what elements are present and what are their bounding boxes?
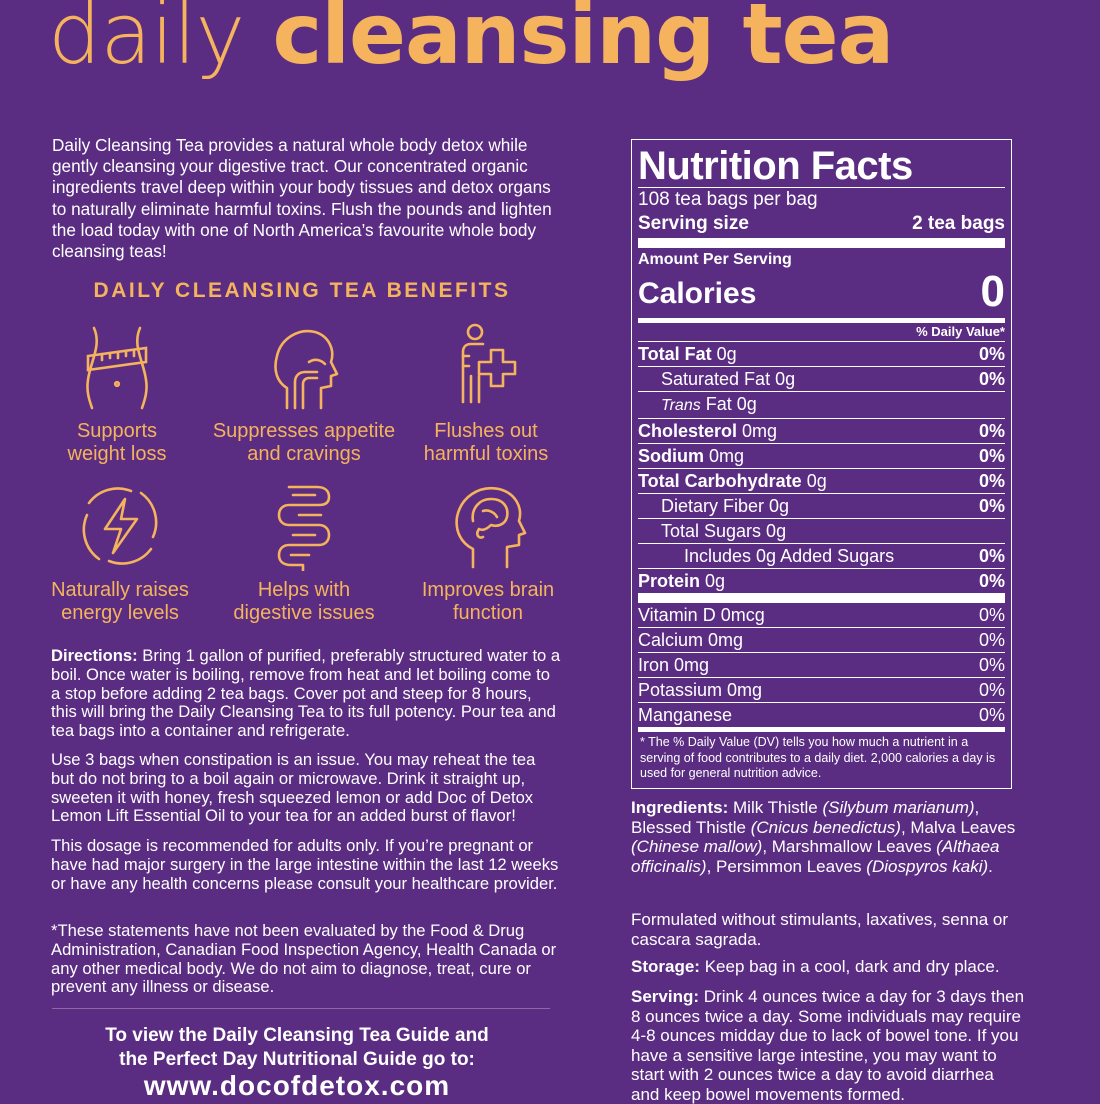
nutrient-dv: 0% [978,496,1005,516]
nutrition-facts-title: Nutrition Facts [638,144,913,188]
serving-size-label: Serving size [638,213,749,234]
directions-label: Directions: [51,646,138,665]
benefit-energy [20,481,220,625]
page-title [48,0,894,83]
nutrient-row [638,518,1005,543]
nutrient-dv: 0% [978,471,1005,491]
vitamin-row [638,603,1005,627]
nutrient-dv: 0% [978,369,1005,389]
vitamin-name: Potassium 0mg [638,680,763,700]
nutrient-row [638,493,1005,518]
nutrient-row [638,443,1005,468]
ingredients-paragraph [631,798,1031,876]
dv-header-text: % Daily Value* [916,324,1005,339]
nutrient-amount: Fat 0g [700,394,757,414]
nutrient-row [638,568,1005,593]
head-throat-icon [259,322,349,412]
serving-label: Serving: [631,987,700,1006]
thick-divider [638,238,1005,248]
nutrient-name [638,444,744,468]
nutrient-name [684,544,894,568]
nutrient-name [638,419,777,443]
nutrient-dv: 0% [978,571,1005,591]
ingredient-text: . [988,856,993,876]
nutrient-row [638,391,1005,418]
benefit-label-line2: and cravings [247,443,361,465]
title-light: daily [48,0,245,83]
directions-paragraph [51,647,561,741]
storage-label: Storage: [631,957,700,976]
nutrient-row [638,418,1005,443]
benefit-brain [388,481,588,625]
calories-row [638,267,1005,316]
title-bold: cleansing tea [272,0,894,83]
servings-per-container [638,187,1005,212]
vitamin-name: Calcium 0mg [638,630,744,650]
vitamin-name: Iron 0mg [638,655,710,675]
nutrient-amount: 0mg [737,421,778,441]
vitamin-rows [638,603,1005,727]
calories-value: 0 [980,267,1005,316]
benefit-appetite [204,322,404,466]
nutrient-name [661,392,757,418]
benefit-label-line2: harmful toxins [423,443,549,465]
ingredient-text: , Marshmallow Leaves [762,837,937,856]
serving-size-row [638,212,1005,236]
serving-size-value: 2 tea bags [912,213,1005,234]
nutrient-amount: Saturated Fat 0g [661,369,796,389]
ingredient-text: Milk Thistle [728,798,823,817]
person-plus-icon [441,322,531,412]
nutrient-amount: 0g [711,344,737,364]
nutrient-dv: 0% [978,446,1005,466]
benefit-label-line1: Supports [76,420,158,442]
nutrient-dv: 0% [978,344,1005,364]
nutrient-row [638,341,1005,366]
nutrient-amount: 0g [700,571,726,591]
benefit-label-line1: Helps with [257,579,351,601]
nutrient-name-bold: Protein [638,571,701,591]
nutrient-dv: 0% [978,421,1005,441]
storage-paragraph [631,957,1031,977]
nutrient-row [638,366,1005,391]
amount-per-serving-text: Amount Per Serving [638,251,792,268]
serving-text: Drink 4 ounces twice a day for 3 days then 8 ounces twice a day. Some individuals may require 4-8 ounces midday due to lack of bowel tone. If you have a sensitive large intestine, you may want to start with 2 ounces twice a day to avoid diarrhea and keep bowel movements formed. [631,987,1025,1104]
nutrient-rows [638,341,1005,593]
calories-label: Calories [638,277,757,310]
nutrient-name [638,469,827,493]
nutrient-amount: Dietary Fiber 0g [661,496,790,516]
nutrient-name-bold: Cholesterol [638,421,738,441]
lightning-icon [75,481,165,571]
formulated-paragraph: Formulated without stimulants, laxatives, senna or cascara sagrada. [631,910,1009,949]
nutrition-facts-panel [631,139,1012,789]
nutrient-name [661,519,786,543]
ingredient-text: , Malva Leaves [900,817,1016,837]
vitamin-row [638,677,1005,702]
guide-line2: the Perfect Day Nutritional Guide go to: [119,1049,475,1070]
ingredient-text: , Blessed Thistle [631,798,980,837]
dosage-paragraph: This dosage is recommended for adults only. If you’re pregnant or have had major surgery in the large intestine within the last 12 weeks or have any health concerns please consult your healthcare provider. [51,836,559,893]
nutrient-row [638,468,1005,493]
ingredient-latin-name: (Althaea officinalis) [631,837,1000,876]
usage-paragraph: Use 3 bags when constipation is an issue. You may reheat the tea but do not bring to a boil again or microwave. Drink it straight up, sweeten it with honey, fresh squeezed lemon or add Doc of Detox Lemon Lift Essential Oil to your tea for an added burst of flavor! [51,750,536,826]
nutrient-amount: Total Sugars 0g [661,521,787,541]
benefit-toxins [386,322,586,466]
disclaimer-paragraph: *These statements have not been evaluated by the Food & Drug Administration, Canadian Food Inspection Agency, Health Canada or any other medical body. We do not aim to diagnose, treat, cure or prevent any illness or disease. [51,921,557,997]
benefit-label-line1: Flushes out [434,420,538,442]
nutrient-dv: 0% [978,546,1005,566]
guide-line1: To view the Daily Cleansing Tea Guide and [105,1025,489,1046]
benefit-label-line1: Naturally raises [51,579,189,601]
vitamin-dv: 0% [978,630,1005,650]
nutrient-name [661,494,789,518]
dv-footnote: * The % Daily Value (DV) tells you how much a nutrient in a serving of food contributes to a daily diet. 2,000 calories a day is used for general nutrition advice. [640,735,996,780]
nutrient-name [661,367,795,391]
vitamin-row [638,652,1005,677]
vitamin-dv: 0% [978,605,1005,625]
nutrient-name [638,569,725,593]
waist-measure-icon [72,322,162,412]
servings-per-text: 108 tea bags per bag [638,189,818,210]
nutrient-name-bold: Total Carbohydrate [638,471,802,491]
thick-divider [638,593,1005,603]
dv-header [638,323,1005,341]
benefit-weight-loss [17,322,217,466]
benefit-label-line2: function [452,602,524,624]
ingredient-latin-name: (Chinese mallow) [631,837,763,856]
vitamin-name: Vitamin D 0mcg [638,605,765,625]
website-link[interactable]: www.docofdetox.com [143,1070,451,1101]
amount-per-serving [638,250,1005,270]
vitamin-dv: 0% [978,705,1005,725]
intestine-icon [259,481,349,571]
nutrient-name-italic: Trans [661,397,701,414]
vitamin-dv: 0% [978,680,1005,700]
ingredients-label: Ingredients: [631,798,729,817]
directions-text: Bring 1 gallon of purified, preferably structured water to a boil. Once water is boiling, remove from heat and let boiling come to a stop before adding 2 tea bags. Cover pot and steep for 8 hours, this will bring the Daily Cleansing Tea to its full potency. Pour tea and tea bags into a container and refrigerate. [51,646,561,741]
nutrient-name-bold: Sodium [638,446,704,466]
divider [52,1008,550,1009]
vitamin-row [638,702,1005,727]
vitamin-name: Manganese [638,705,733,725]
ingredient-latin-name: (Silybum marianum) [822,798,975,817]
vitamin-dv: 0% [978,655,1005,675]
brain-head-icon [443,481,533,571]
benefit-digestive [204,481,404,625]
nutrient-name [638,342,737,366]
benefit-label-line1: Improves brain [421,579,555,601]
serving-paragraph [631,987,1026,1104]
intro-paragraph: Daily Cleansing Tea provides a natural whole body detox while gently cleansing your digestive tract. Our concentrated organic ingredients travel deep within your body tissues and detox organs to naturally eliminate harmful toxins. Flush the pounds and lighten the load today with one of North America’s favourite whole body cleansing teas! [52,135,552,262]
nutrient-amount: 0g [801,471,827,491]
nutrient-amount: Includes 0g Added Sugars [684,546,895,566]
guide-callout [52,1024,542,1101]
nutrient-name-bold: Total Fat [638,344,712,364]
ingredient-latin-name: (Diospyros kaki) [866,856,989,876]
nutrient-amount: 0mg [704,446,745,466]
benefit-label-line1: Suppresses appetite [212,420,396,442]
benefit-label-line2: weight loss [67,443,167,465]
vitamin-row [638,627,1005,652]
ingredient-text: , Persimmon Leaves [706,856,867,876]
nutrient-row [638,543,1005,568]
storage-text: Keep bag in a cool, dark and dry place. [699,957,1000,976]
benefit-label-line2: energy levels [61,602,179,624]
benefits-heading: DAILY CLEANSING TEA BENEFITS [93,279,511,302]
ingredient-latin-name: (Cnicus benedictus) [750,817,901,837]
benefit-label-line2: digestive issues [233,602,375,624]
